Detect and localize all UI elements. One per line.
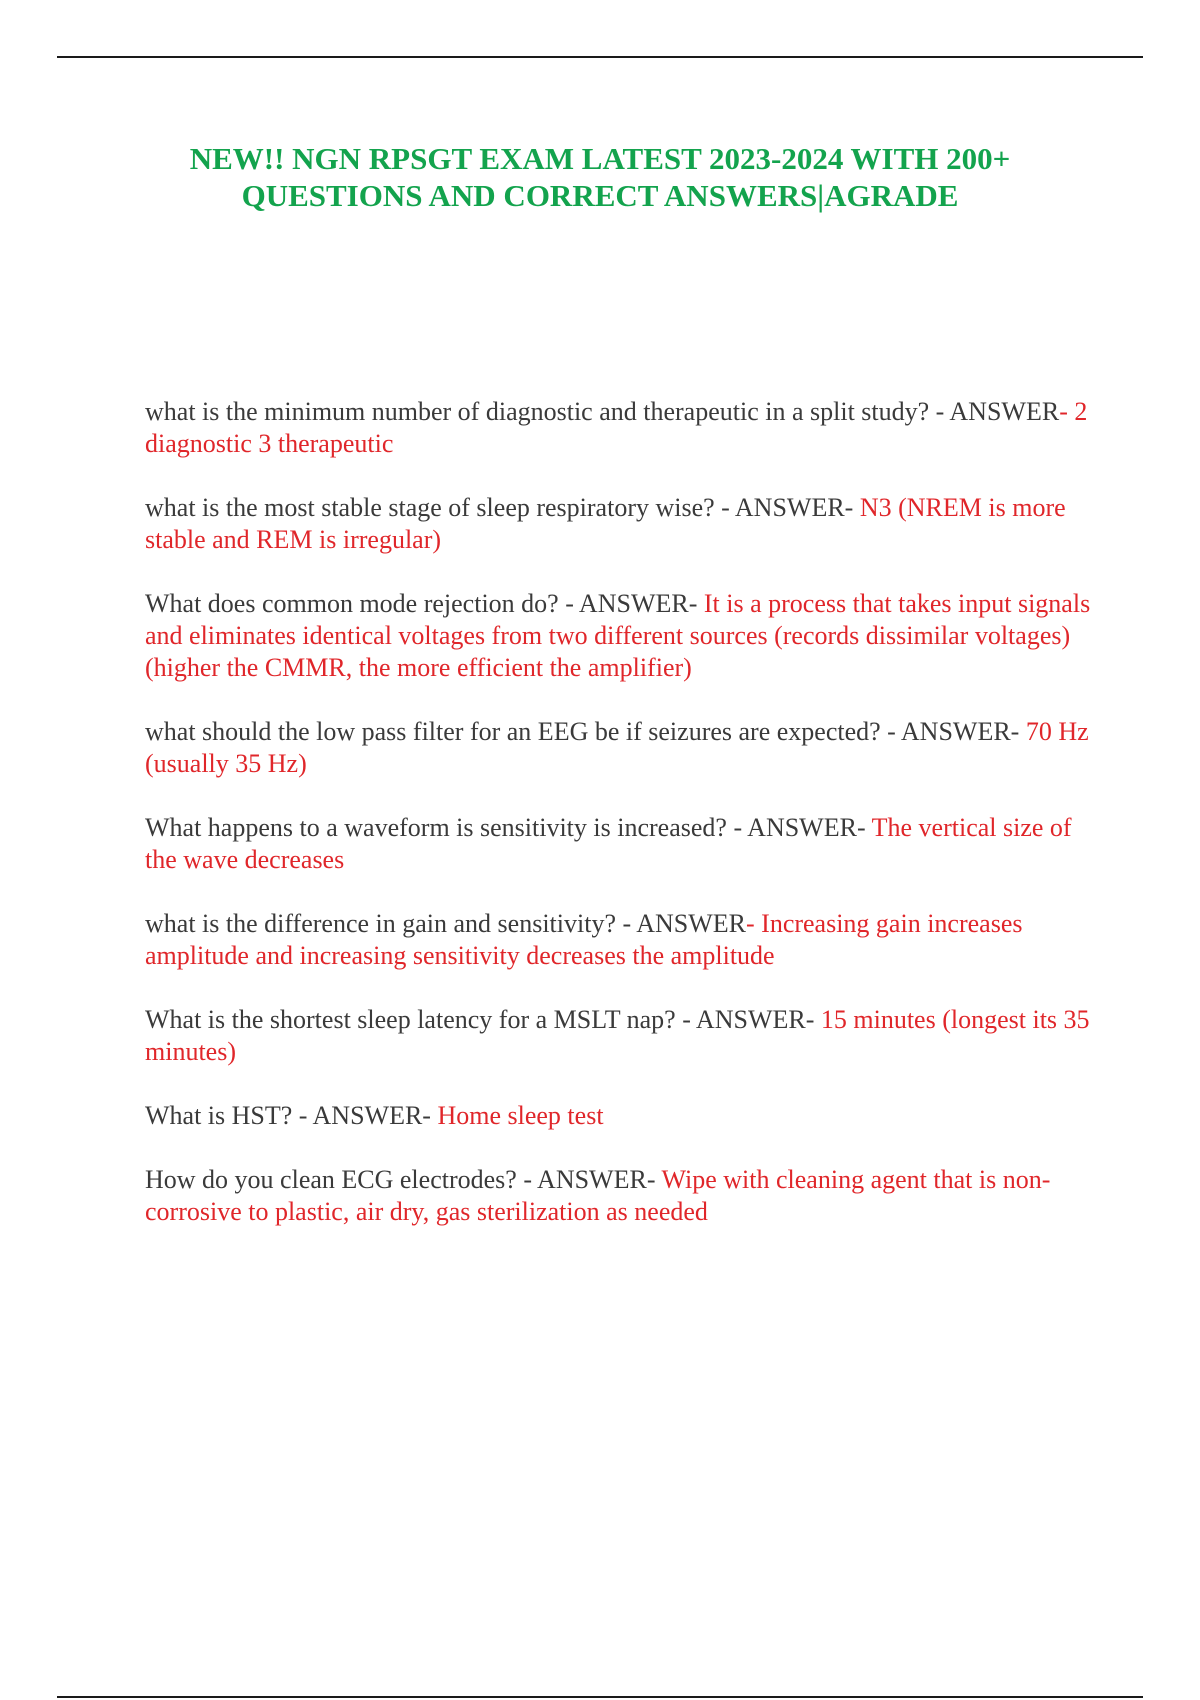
document-title: NEW!! NGN RPSGT EXAM LATEST 2023-2024 WITH 200+ QUESTIONS AND CORRECT ANSWERS|AGRADE: [189, 141, 1011, 213]
question-text: What happens to a waveform is sensitivity is increased? - ANSWER-: [145, 813, 866, 842]
answer-text: The vertical size of the wave decreases: [145, 813, 1072, 874]
answer-text: - Increasing gain increases amplitude and increasing sensitivity decreases the amplitude: [145, 909, 1023, 970]
qa-item: [145, 1164, 1095, 1228]
question-text: what is the most stable stage of sleep respiratory wise? - ANSWER-: [145, 493, 854, 522]
qa-item: [145, 396, 1095, 460]
question-text: What is the shortest sleep latency for a MSLT nap? - ANSWER-: [145, 1005, 815, 1034]
answer-text: It is a process that takes input signals and eliminates identical voltages from two different sources (records dissimilar voltages): [145, 589, 1091, 650]
question-text: what is the minimum number of diagnostic and therapeutic in a split study? - ANSWER: [145, 397, 1060, 426]
question-text: What does common mode rejection do? - ANSWER-: [145, 589, 698, 618]
qa-item: [145, 908, 1095, 972]
qa-item: [145, 1100, 1095, 1132]
bottom-divider: [57, 1696, 1143, 1698]
qa-list: [145, 396, 1095, 1260]
answer-text: Home sleep test: [430, 1101, 604, 1130]
answer-text: N3 (NREM is more stable and REM is irregular): [145, 493, 1066, 554]
question-text: How do you clean ECG electrodes? - ANSWER-: [145, 1165, 656, 1194]
answer-extra-text: (higher the CMMR, the more efficient the amplifier): [145, 653, 692, 682]
answer-text: 15 minutes (longest its 35 minutes): [145, 1005, 1090, 1066]
qa-item: [145, 588, 1095, 684]
question-text: what should the low pass filter for an EEG be if seizures are expected? - ANSWER-: [145, 717, 1020, 746]
answer-text: Wipe with cleaning agent that is non-corrosive to plastic, air dry, gas sterilization as needed: [145, 1165, 1051, 1226]
question-text: What is HST? - ANSWER-: [145, 1101, 431, 1130]
top-divider: [57, 56, 1143, 58]
qa-item: [145, 492, 1095, 556]
qa-item: [145, 812, 1095, 876]
question-text: what is the difference in gain and sensitivity? - ANSWER: [145, 909, 746, 938]
qa-item: [145, 1004, 1095, 1068]
answer-text: - 2 diagnostic 3 therapeutic: [145, 397, 1088, 458]
qa-item: [145, 716, 1095, 780]
answer-text: 70 Hz (usually 35 Hz): [145, 717, 1089, 778]
